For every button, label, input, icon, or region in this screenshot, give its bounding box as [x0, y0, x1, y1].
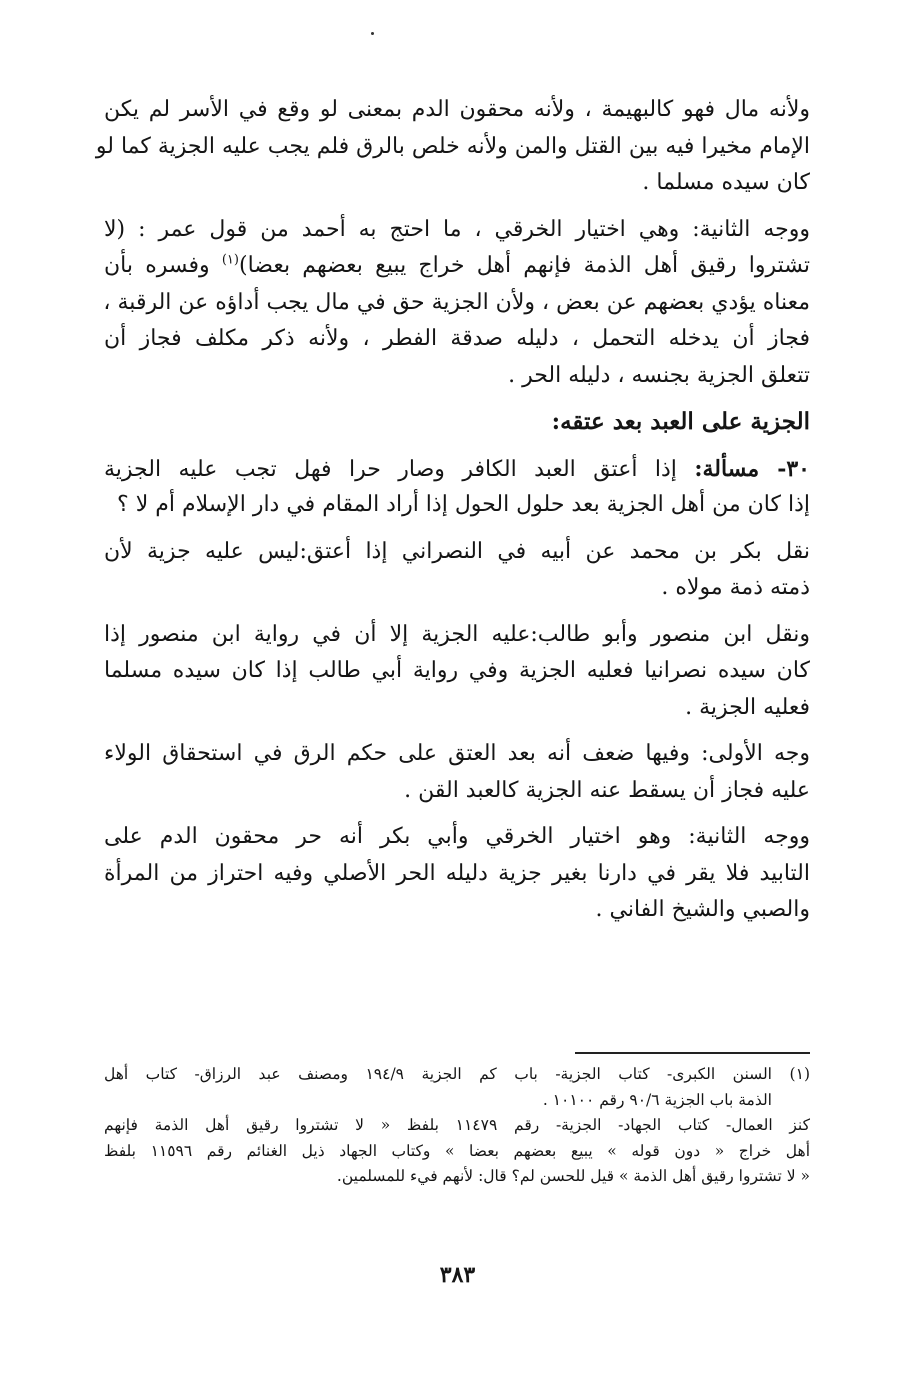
footnote-number: (١)	[789, 1065, 810, 1083]
text-line	[104, 248, 810, 285]
text-line: فجاز أن يدخله التحمل ، دليله صدقة الفطر ، ولأنه ذكر مكلف فجاز أن	[104, 326, 810, 351]
text-line: ولأنه مال فهو كالبهيمة ، ولأنه محقون الدم بمعنى لو وقع في الأسر لم يكن	[104, 97, 810, 122]
text-line: التابيد فلا يقر في دارنا بغير جزية دليله الحر الأصلي وفيه احتراز من المرأة	[104, 860, 810, 886]
text-line: وجه الأولى: وفيها ضعف أنه بعد العتق على حكم الرق في استحقاق الولاء	[104, 741, 810, 766]
question-paragraph	[104, 451, 810, 524]
scan-speck	[371, 32, 374, 35]
section-heading: الجزية على العبد بعد عتقه:	[551, 408, 810, 435]
footnote-line: « لا تشتروا رقيق أهل الذمة » قيل للحسن لم؟ قال: لأنهم فيء للمسلمين.	[336, 1167, 810, 1185]
page-number: ٣٨٣	[439, 1262, 476, 1288]
text-line-part: وفسره بأن	[104, 253, 222, 278]
paragraph-5	[104, 736, 810, 809]
text-line: نقل بكر بن محمد عن أبيه في النصراني إذا أعتق:ليس عليه جزية لأن	[104, 538, 810, 564]
text-line	[104, 451, 810, 488]
text-line: ونقل ابن منصور وأبو طالب:عليه الجزية إلا أن في رواية ابن منصور إذا	[104, 621, 810, 647]
paragraph-2	[104, 212, 810, 395]
text-line-part: تشتروا رقيق أهل الذمة فإنهم أهل خراج يبيع بعضهم بعضا)	[238, 253, 810, 278]
text-line-part: إذا أعتق العبد الكافر وصار حرا فهل تجب عليه الجزية	[104, 456, 695, 482]
text-line: عليه فجاز أن يسقط عنه الجزية كالعبد القن .	[404, 777, 810, 803]
text-line: كان سيده نصرانيا فعليه الجزية وفي رواية أبي طالب إذا كان سيده مسلما	[104, 658, 810, 683]
footnote-line: أهل خراج « دون قوله » يبيع بعضهم بعضا » وكتاب الجهاد ذيل الغنائم رقم ١١٥٩٦ بلفظ	[104, 1141, 810, 1160]
text-line: ووجه الثانية: وهو اختيار الخرقي وأبي بكر أنه حر محقون الدم على	[104, 824, 810, 849]
text-line: والصبي والشيخ الفاني .	[595, 897, 810, 922]
footnote-line	[104, 1062, 810, 1088]
text-line: معناه يؤدي بعضهم عن بعض ، ولأن الجزية حق في مال يجب أداؤه عن الرقبة ،	[103, 289, 810, 315]
text-line: كان سيده مسلما .	[642, 170, 810, 195]
text-line: فعليه الجزية .	[685, 694, 810, 720]
paragraph-4	[104, 617, 810, 727]
text-line: ذمته ذمة مولاه .	[661, 575, 810, 600]
paragraph-3	[104, 534, 810, 607]
footnote-divider	[575, 1052, 810, 1054]
text-line: الإمام مخيرا فيه بين القتل والمن ولأنه خلص بالرق فلم يجب عليه الجزية كما لو	[95, 133, 810, 159]
text-line: تتعلق الجزية بجنسه ، دليله الحر .	[508, 362, 810, 388]
footnote-text: السنن الكبرى- كتاب الجزية- باب كم الجزية ١٩٤/٩ ومصنف عبد الرزاق- كتاب أهل	[104, 1065, 772, 1083]
footnote-marker[interactable]: (١)	[221, 252, 239, 268]
paragraph-6	[104, 819, 810, 929]
footnote-line: كنز العمال- كتاب الجهاد- الجزية- رقم ١١٤٧٩ بلفظ « لا تشتروا رقيق أهل الذمة فإنهم	[104, 1116, 810, 1134]
paragraph-1	[95, 92, 810, 202]
text-line: ووجه الثانية: وهي اختيار الخرقي ، ما احتج به أحمد من قول عمر : (لا	[104, 216, 810, 242]
question-label: ٣٠- مسألة:	[694, 455, 810, 482]
text-line: إذا كان من أهل الجزية بعد حلول الحول إذا أراد المقام في دار الإسلام أم لا ؟	[117, 492, 810, 517]
footnote-line: الذمة باب الجزية ٩٠/٦ رقم ١٠١٠٠ .	[542, 1090, 772, 1109]
main-text	[95, 92, 810, 939]
footnotes	[104, 1062, 810, 1190]
